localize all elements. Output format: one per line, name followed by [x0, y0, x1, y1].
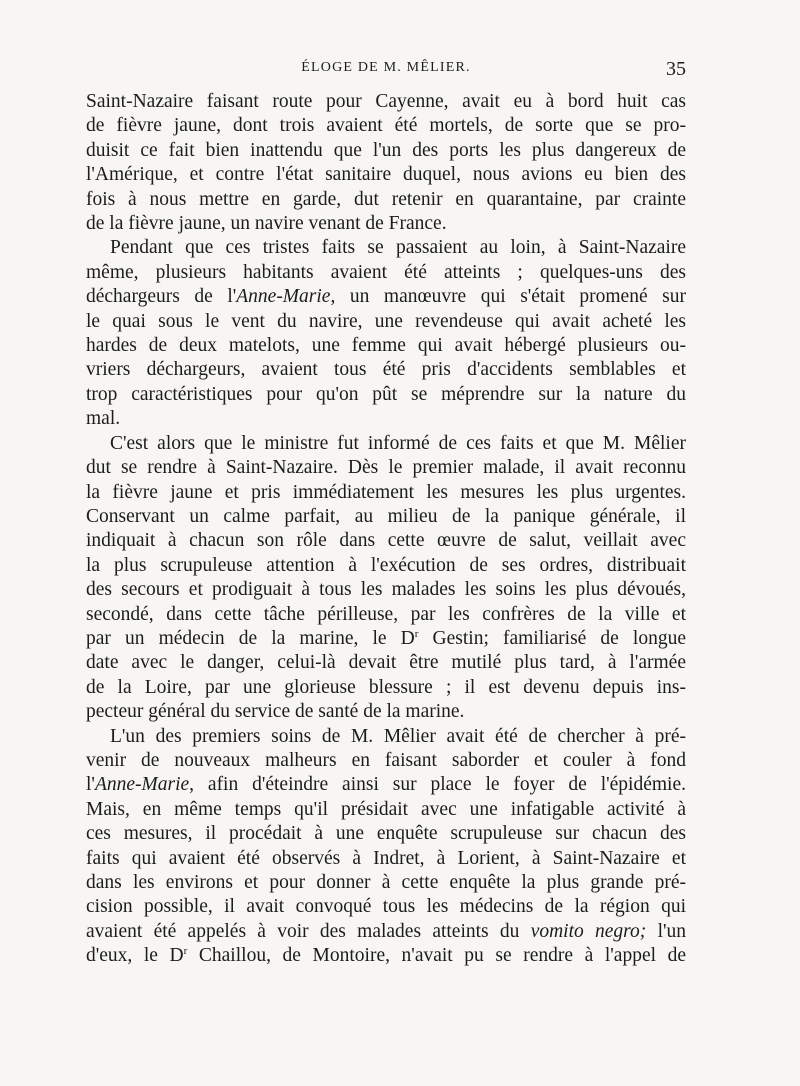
- paragraph-2: [86, 236, 686, 431]
- text-segment: l': [86, 774, 95, 796]
- text-line: le quai sous le vent du navire, une revendeuse qui avait acheté les: [86, 310, 686, 332]
- text-line: [86, 944, 686, 968]
- text-line: indiquait à chacun son rôle dans cette œuvre de salut, veillait avec: [86, 530, 686, 552]
- running-head: [86, 60, 686, 84]
- text-line: la fièvre jaune et pris immédiatement les mesures les plus urgentes.: [86, 481, 686, 503]
- text-line: ces mesures, il procédait à une enquête scrupuleuse sur chacun des: [86, 823, 686, 845]
- paragraph-4: [86, 725, 686, 969]
- superscript: r: [414, 627, 419, 640]
- text-line: fois à nous mettre en garde, dut retenir en quarantaine, par crainte: [86, 188, 686, 210]
- text-line: date avec le danger, celui-là devait être mutilé plus tard, à l'armée: [86, 652, 686, 674]
- text-line: secondé, dans cette tâche périlleuse, par les confrères de la ville et: [86, 603, 686, 625]
- text-line: Saint-Nazaire faisant route pour Cayenne, avait eu à bord huit cas: [86, 91, 686, 112]
- text-line: [86, 285, 686, 309]
- text-segment: avaient été appelés à voir des malades atteints du: [86, 920, 531, 942]
- text-line: dut se rendre à Saint-Nazaire. Dès le premier malade, il avait reconnu: [86, 457, 686, 479]
- text-line: trop caractéristiques pour qu'on pût se méprendre sur la nature du: [86, 383, 686, 405]
- text-segment: déchargeurs de l': [86, 286, 237, 308]
- text-line: Mais, en même temps qu'il présidait avec une infatigable activité à: [86, 798, 686, 820]
- text-line: [86, 773, 686, 797]
- text-line: dans les environs et pour donner à cette enquête la plus grande pré-: [86, 872, 686, 893]
- paragraph-3: [86, 432, 686, 725]
- text-line: duisit ce fait bien inattendu que l'un des ports les plus dangereux de: [86, 139, 686, 161]
- disease-term: vomito negro;: [530, 920, 647, 942]
- running-title: ÉLOGE DE M. MÊLIER.: [301, 60, 471, 75]
- ship-name: Anne-Marie: [236, 286, 331, 308]
- paragraph-1: [86, 90, 686, 236]
- page-number: 35: [666, 58, 686, 80]
- text-line: de fièvre jaune, dont trois avaient été mortels, de sorte que se pro-: [86, 115, 686, 137]
- text-line: vriers déchargeurs, avaient tous été pris d'accidents semblables et: [86, 359, 686, 381]
- text-line: de la fièvre jaune, un navire venant de France.: [86, 213, 447, 235]
- text-line: [86, 920, 686, 944]
- body-text: [86, 90, 686, 969]
- text-line: Conservant un calme parfait, au milieu de la panique générale, il: [86, 505, 686, 527]
- ship-name: Anne-Marie: [94, 774, 190, 796]
- text-line: pecteur général du service de santé de la marine.: [86, 701, 465, 723]
- text-line: même, plusieurs habitants avaient été atteints ; quelques-uns des: [86, 261, 686, 283]
- text-line: la plus scrupuleuse attention à l'exécution de ses ordres, distribuait: [86, 554, 686, 576]
- text-segment: , un manœuvre qui s'était promené sur: [330, 286, 686, 308]
- text-line: cision possible, il avait convoqué tous les médecins de la région qui: [86, 896, 686, 918]
- text-segment: d'eux, le D: [86, 945, 184, 967]
- text-line: Pendant que ces tristes faits se passaient au loin, à Saint-Nazaire: [110, 237, 686, 259]
- superscript: r: [183, 945, 188, 958]
- text-line: venir de nouveaux malheurs en faisant saborder et couler à fond: [86, 749, 686, 771]
- text-segment: par un médecin de la marine, le D: [86, 627, 415, 649]
- text-segment: Gestin; familiarisé de longue: [418, 627, 686, 649]
- text-segment: l'un: [646, 920, 686, 942]
- text-segment: , afin d'éteindre ainsi sur place le foyer de l'épidémie.: [189, 774, 686, 796]
- text-line: l'Amérique, et contre l'état sanitaire duquel, nous avions eu bien des: [86, 164, 686, 186]
- text-line: hardes de deux matelots, une femme qui avait hébergé plusieurs ou-: [86, 335, 686, 357]
- text-line: C'est alors que le ministre fut informé de ces faits et que M. Mêlier: [110, 432, 686, 454]
- text-line: L'un des premiers soins de M. Mêlier avait été de chercher à pré-: [110, 725, 686, 747]
- text-segment: Chaillou, de Montoire, n'avait pu se rendre à l'appel de: [187, 945, 687, 967]
- text-line: des secours et prodiguait à tous les malades les soins les plus dévoués,: [86, 579, 686, 601]
- text-line: de la Loire, par une glorieuse blessure ; il est devenu depuis ins-: [86, 676, 686, 698]
- text-line: [86, 627, 686, 651]
- text-line: mal.: [86, 408, 121, 430]
- text-line: faits qui avaient été observés à Indret, à Lorient, à Saint-Nazaire et: [86, 847, 686, 869]
